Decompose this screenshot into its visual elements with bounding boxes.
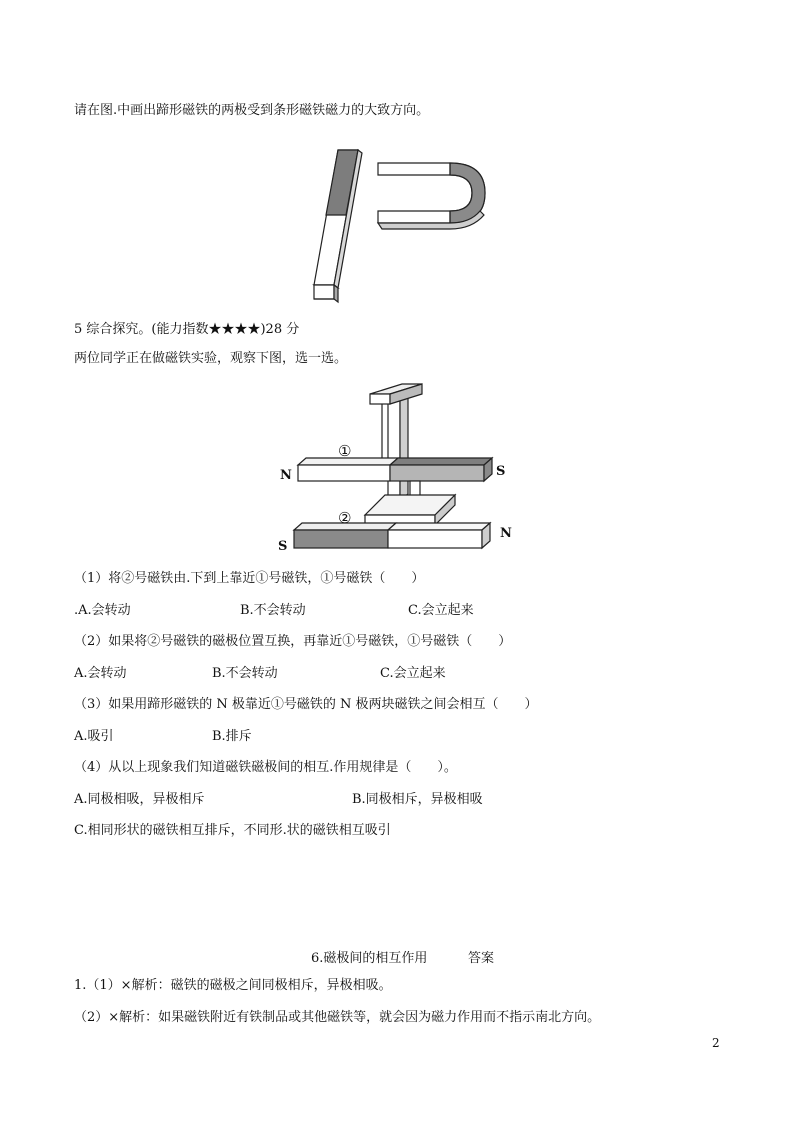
sub4-question: （4）从以上现象我们知道磁铁磁极间的相互.作用规律是（ ）。 xyxy=(74,760,457,775)
sub4-option-a: A.同极相吸，异极相斥 xyxy=(74,792,205,807)
sub4-option-c: C.相同形状的磁铁相互排斥，不同形.状的磁铁相互吸引 xyxy=(74,823,391,838)
magnet-experiment-figure xyxy=(270,380,530,555)
label-n-top: N xyxy=(280,468,292,483)
sub1-question: （1）将②号磁铁由.下到上靠近①号磁铁，①号磁铁（ ） xyxy=(74,571,425,586)
q5-intro: 两位同学正在做磁铁实验，观察下图，选一选。 xyxy=(74,351,348,366)
label-s-bottom: S xyxy=(278,539,288,554)
sub3-option-a: A.吸引 xyxy=(74,729,114,744)
sub3-question: （3）如果用蹄形磁铁的 N 极靠近①号磁铁的 N 极两块磁铁之间会相互（ ） xyxy=(74,697,538,712)
bar-and-horseshoe-magnet-figure xyxy=(300,145,490,305)
label-n-bottom: N xyxy=(500,526,512,541)
label-magnet-2: ② xyxy=(338,509,352,527)
sub2-option-c: C.会立起来 xyxy=(380,666,446,681)
sub1-option-a: .A.会转动 xyxy=(74,603,131,618)
label-magnet-1: ① xyxy=(338,442,352,460)
sub2-question: （2）如果将②号磁铁的磁极位置互换，再靠近①号磁铁，①号磁铁（ ） xyxy=(74,634,512,649)
label-s-top: S xyxy=(496,464,506,479)
sub1-option-b: B.不会转动 xyxy=(240,603,306,618)
answer-2: （2）×解析：如果磁铁附近有铁制品或其他磁铁等，就会因为磁力作用而不指示南北方向。 xyxy=(74,1010,601,1025)
sub2-option-b: B.不会转动 xyxy=(212,666,278,681)
answers-title: 6.磁极间的相互作用 xyxy=(311,951,428,966)
sub1-option-c: C.会立起来 xyxy=(408,603,474,618)
sub4-option-b: B.同极相斥，异极相吸 xyxy=(352,792,483,807)
answers-label: 答案 xyxy=(468,951,495,966)
q4-instruction: 请在图.中画出蹄形磁铁的两极受到条形磁铁磁力的大致方向。 xyxy=(74,103,430,118)
sub3-option-b: B.排斥 xyxy=(212,729,252,744)
page-number: 2 xyxy=(712,1036,720,1050)
sub2-option-a: A.会转动 xyxy=(74,666,127,681)
q5-title: 5 综合探究。(能力指数★★★★)28 分 xyxy=(74,322,300,337)
answer-1: 1.（1）×解析：磁铁的磁极之间同极相斥，异极相吸。 xyxy=(74,978,392,993)
